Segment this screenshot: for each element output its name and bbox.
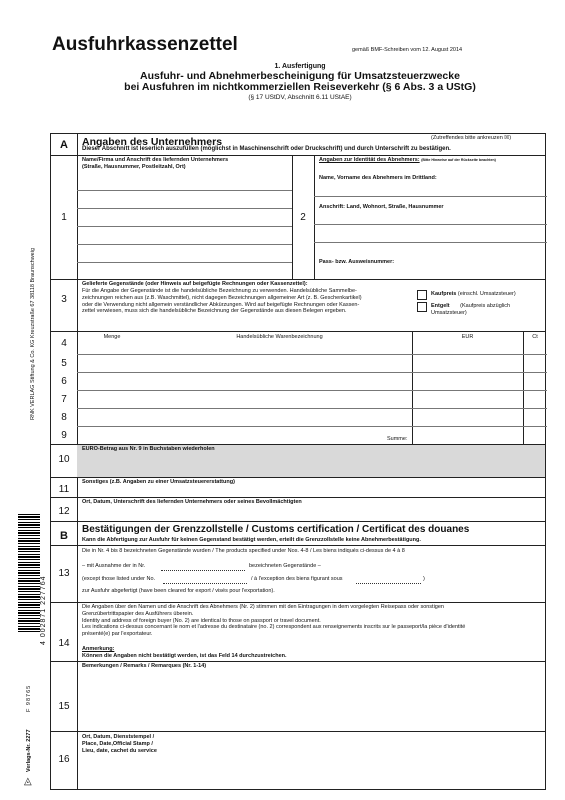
legal-reference: gemäß BMF-Schreiben vom 12. August 2014 bbox=[352, 47, 463, 53]
entgelt-note: (Kaufpreis abzüglich bbox=[460, 303, 511, 309]
section-b-title: Bestätigungen der Grenzzollstelle / Customs certification / Certificat des douanes bbox=[82, 524, 470, 535]
field-13-line-4: zur Ausfuhr abgefertigt (have been cleared for export / visés pour l'exportation). bbox=[82, 588, 275, 594]
remark-text: Können die Angaben nicht bestätigt werden, ist das Feld 14 durchzustreichen. bbox=[82, 653, 287, 659]
field-13-line-3a: (except those listed under No. bbox=[82, 576, 156, 582]
field-1-line bbox=[77, 262, 292, 263]
entgelt-label: Entgelt bbox=[431, 303, 450, 309]
field-13-line-3c: ) bbox=[423, 576, 425, 582]
field-15-number: 15 bbox=[58, 701, 70, 712]
field-3-text-line: zeichnungen reichen aus (z.B. Waschmittel), nicht dagegen Bezeichnungen allgemeiner Art (z. B. Geschenkartikel) bbox=[82, 294, 362, 301]
page-title: Ausfuhrkassenzettel bbox=[52, 34, 238, 55]
field-1-line bbox=[77, 190, 292, 191]
publisher-logo-icon: ◬ bbox=[24, 776, 32, 787]
section-a-instruction: Dieser Abschnitt ist leserlich auszufüllen (möglichst in Maschinenschrift oder Druckschrift) und durch Unterschrift zu bestätigen. bbox=[82, 146, 451, 152]
field-12-label: Ort, Datum, Unterschrift des liefernden Unternehmers oder seines Bevollmächtigten bbox=[82, 499, 302, 505]
barcode-number: 4 002871 227764 bbox=[40, 575, 47, 645]
buyer-address-label: Anschrift: Land, Wohnort, Straße, Hausnummer bbox=[319, 204, 444, 210]
field-16-label bbox=[82, 734, 157, 754]
sum-label: Summe: bbox=[387, 436, 408, 442]
field-1-label-line-2: (Straße, Hausnummer, Postleitzahl, Ort) bbox=[82, 163, 186, 170]
field-3-text-line: Für die Angabe der Gegenstände ist die handelsübliche Bezeichnung zu verwenden. Handelsübliche Sammelbe- bbox=[82, 288, 357, 294]
table-row-number: 8 bbox=[61, 412, 67, 423]
field-16-label-line: Place, Date,Official Stamp / bbox=[82, 740, 153, 747]
field-10-number: 10 bbox=[58, 454, 70, 465]
field-3-text-line: zettel verwiesen, muss sich die handelsübliche Bezeichnung der Gegenstände aus diesen Belegen ergeben. bbox=[82, 308, 347, 315]
field-14-text-line: Die Angaben über den Namen und die Anschrift des Abnehmers (Nr. 2) stimmen mit den Eintragungen in dem vorgelegten Reisepass oder sonstigen bbox=[82, 604, 444, 610]
table-row-number: 9 bbox=[61, 430, 67, 441]
field-1-line bbox=[77, 208, 292, 209]
entgelt-checkbox[interactable] bbox=[417, 302, 427, 312]
field-2-heading bbox=[319, 157, 544, 164]
section-a-title: Angaben des Unternehmers bbox=[82, 136, 223, 148]
field-13-line-2a: – mit Ausnahme der in Nr. bbox=[82, 563, 146, 569]
subtitle bbox=[110, 71, 490, 93]
field-3-heading: Gelieferte Gegenstände (oder Hinweis auf beigefügte Rechnungen oder Kassenzettel): bbox=[82, 281, 308, 287]
section-a-note: (Zutreffendes bitte ankreuzen ☒) bbox=[431, 135, 512, 141]
field-10-label: EURO-Betrag aus Nr. 9 in Buchstaben wiederholen bbox=[82, 446, 215, 452]
field-14-text-line: présenté(e) par l'exportateur. bbox=[82, 631, 153, 638]
field-13-number: 13 bbox=[58, 568, 70, 579]
excluded-items-field-en[interactable] bbox=[163, 583, 247, 584]
entgelt-note-2: Umsatzsteuer) bbox=[431, 310, 467, 316]
field-11-number: 11 bbox=[58, 484, 70, 495]
field-13-line-3b: / à l'exception des biens figurant sous bbox=[251, 576, 343, 582]
field-2-number: 2 bbox=[300, 212, 306, 223]
table-row-number: 4 bbox=[61, 338, 67, 349]
order-number: Verlags-Nr. 2277 bbox=[26, 729, 32, 772]
field-1-line bbox=[77, 226, 292, 227]
form-table bbox=[50, 133, 546, 790]
field-1-line bbox=[77, 244, 292, 245]
field-16-number: 16 bbox=[58, 754, 70, 765]
field-14-number: 14 bbox=[58, 638, 70, 649]
field-3-text bbox=[82, 288, 417, 315]
field-1-label-line-1: Name/Firma und Anschrift des liefernden Unternehmers bbox=[82, 157, 229, 163]
field-15-label: Bemerkungen / Remarks / Remarques (Nr. 1-14) bbox=[82, 663, 207, 669]
field-2-heading-note: (Bitte Hinweise auf der Rückseite beachten) bbox=[421, 158, 496, 162]
subtitle-line-1: Ausfuhr- und Abnehmerbescheinigung für Umsatzsteuerzwecke bbox=[140, 70, 460, 82]
col-header-quantity: Menge bbox=[103, 334, 121, 340]
field-12-number: 12 bbox=[58, 506, 70, 517]
field-2-line bbox=[314, 242, 547, 243]
remark-heading: Anmerkung: bbox=[82, 646, 115, 652]
field-14-text-line: Grenzübertrittspapier des Ausführers überein. bbox=[82, 610, 194, 617]
kaufpreis-checkbox[interactable] bbox=[417, 290, 427, 300]
field-1-number: 1 bbox=[61, 212, 67, 223]
form-number: F 98765 bbox=[26, 684, 32, 712]
section-a-letter: A bbox=[60, 139, 68, 151]
field-2-heading-text: Angaben zur Identität des Abnehmers: bbox=[319, 157, 420, 163]
field-11-label: Sonstiges (z.B. Angaben zu einer Umsatzsteuererstattung) bbox=[82, 479, 235, 485]
field-16-label-line: Lieu, date, cachet du service bbox=[82, 747, 157, 754]
field-13-line-1: Die in Nr. 4 bis 8 bezeichneten Gegenstände wurden / The products specified under Nos. 4-8 / Les biens indiqués ci-dessus de 4 à 8 bbox=[82, 548, 405, 554]
section-b-letter: B bbox=[60, 530, 68, 542]
passport-label: Pass- bzw. Ausweisnummer: bbox=[319, 259, 395, 265]
excluded-items-field-fr[interactable] bbox=[356, 583, 421, 584]
field-1-label bbox=[82, 157, 287, 171]
kaufpreis-label: Kaufpreis bbox=[431, 291, 457, 297]
entgelt-option bbox=[431, 303, 510, 310]
table-row-number: 6 bbox=[61, 376, 67, 387]
field-14-text-line: Identity and address of foreign buyer (No. 2) are identical to those on passport or travel document. bbox=[82, 617, 321, 624]
section-b-instruction: Kann die Abfertigung zur Ausfuhr für keinen Gegenstand bestätigt werden, erteilt die Grenzzollstelle keine Abnehmerbestätigung. bbox=[82, 537, 421, 543]
copy-label: 1. Ausfertigung bbox=[274, 63, 326, 70]
field-14-text-line: Les indications ci-dessus concernant le nom et l'adresse du destinataire (no. 2) correspondent aux renseignements inscrits sur le passeport/la pièce d'identité bbox=[82, 624, 466, 631]
publisher-info: RNK VERLAG Stiftung & Co. KG Kreuzstraße 67 38118 Braunschweig bbox=[30, 247, 36, 420]
col-header-description: Handelsübliche Warenbezeichnung bbox=[236, 334, 323, 340]
subtitle-line-2: bei Ausfuhren im nichtkommerziellen Reiseverkehr (§ 6 Abs. 3 a UStG) bbox=[124, 81, 476, 93]
field-14-text bbox=[82, 604, 544, 638]
kaufpreis-note: (einschl. Umsatzsteuer) bbox=[457, 291, 516, 297]
table-row-number: 5 bbox=[61, 358, 67, 369]
buyer-name-label: Name, Vorname des Abnehmers im Drittland: bbox=[319, 175, 437, 181]
table-row-number: 7 bbox=[61, 394, 67, 405]
barcode bbox=[18, 514, 40, 632]
field-13-line-2b: bezeichneten Gegenstände – bbox=[249, 563, 321, 569]
excluded-items-field[interactable] bbox=[161, 570, 245, 571]
col-header-eur: EUR bbox=[461, 334, 474, 340]
field-3-number: 3 bbox=[61, 294, 67, 305]
field-16-label-line: Ort, Datum, Dienststempel / bbox=[82, 734, 155, 740]
col-header-ct: Ct bbox=[532, 334, 538, 340]
field-3-text-line: oder die Verwendung nicht allgemein verständlicher Abkürzungen. Wird auf beigefügte Rechnungen oder Kassen- bbox=[82, 301, 360, 308]
field-2-line bbox=[314, 196, 547, 197]
kaufpreis-option bbox=[431, 291, 516, 298]
field-2-line bbox=[314, 224, 547, 225]
legal-basis: (§ 17 UStDV, Abschnitt 6.11 UStAE) bbox=[248, 94, 352, 101]
